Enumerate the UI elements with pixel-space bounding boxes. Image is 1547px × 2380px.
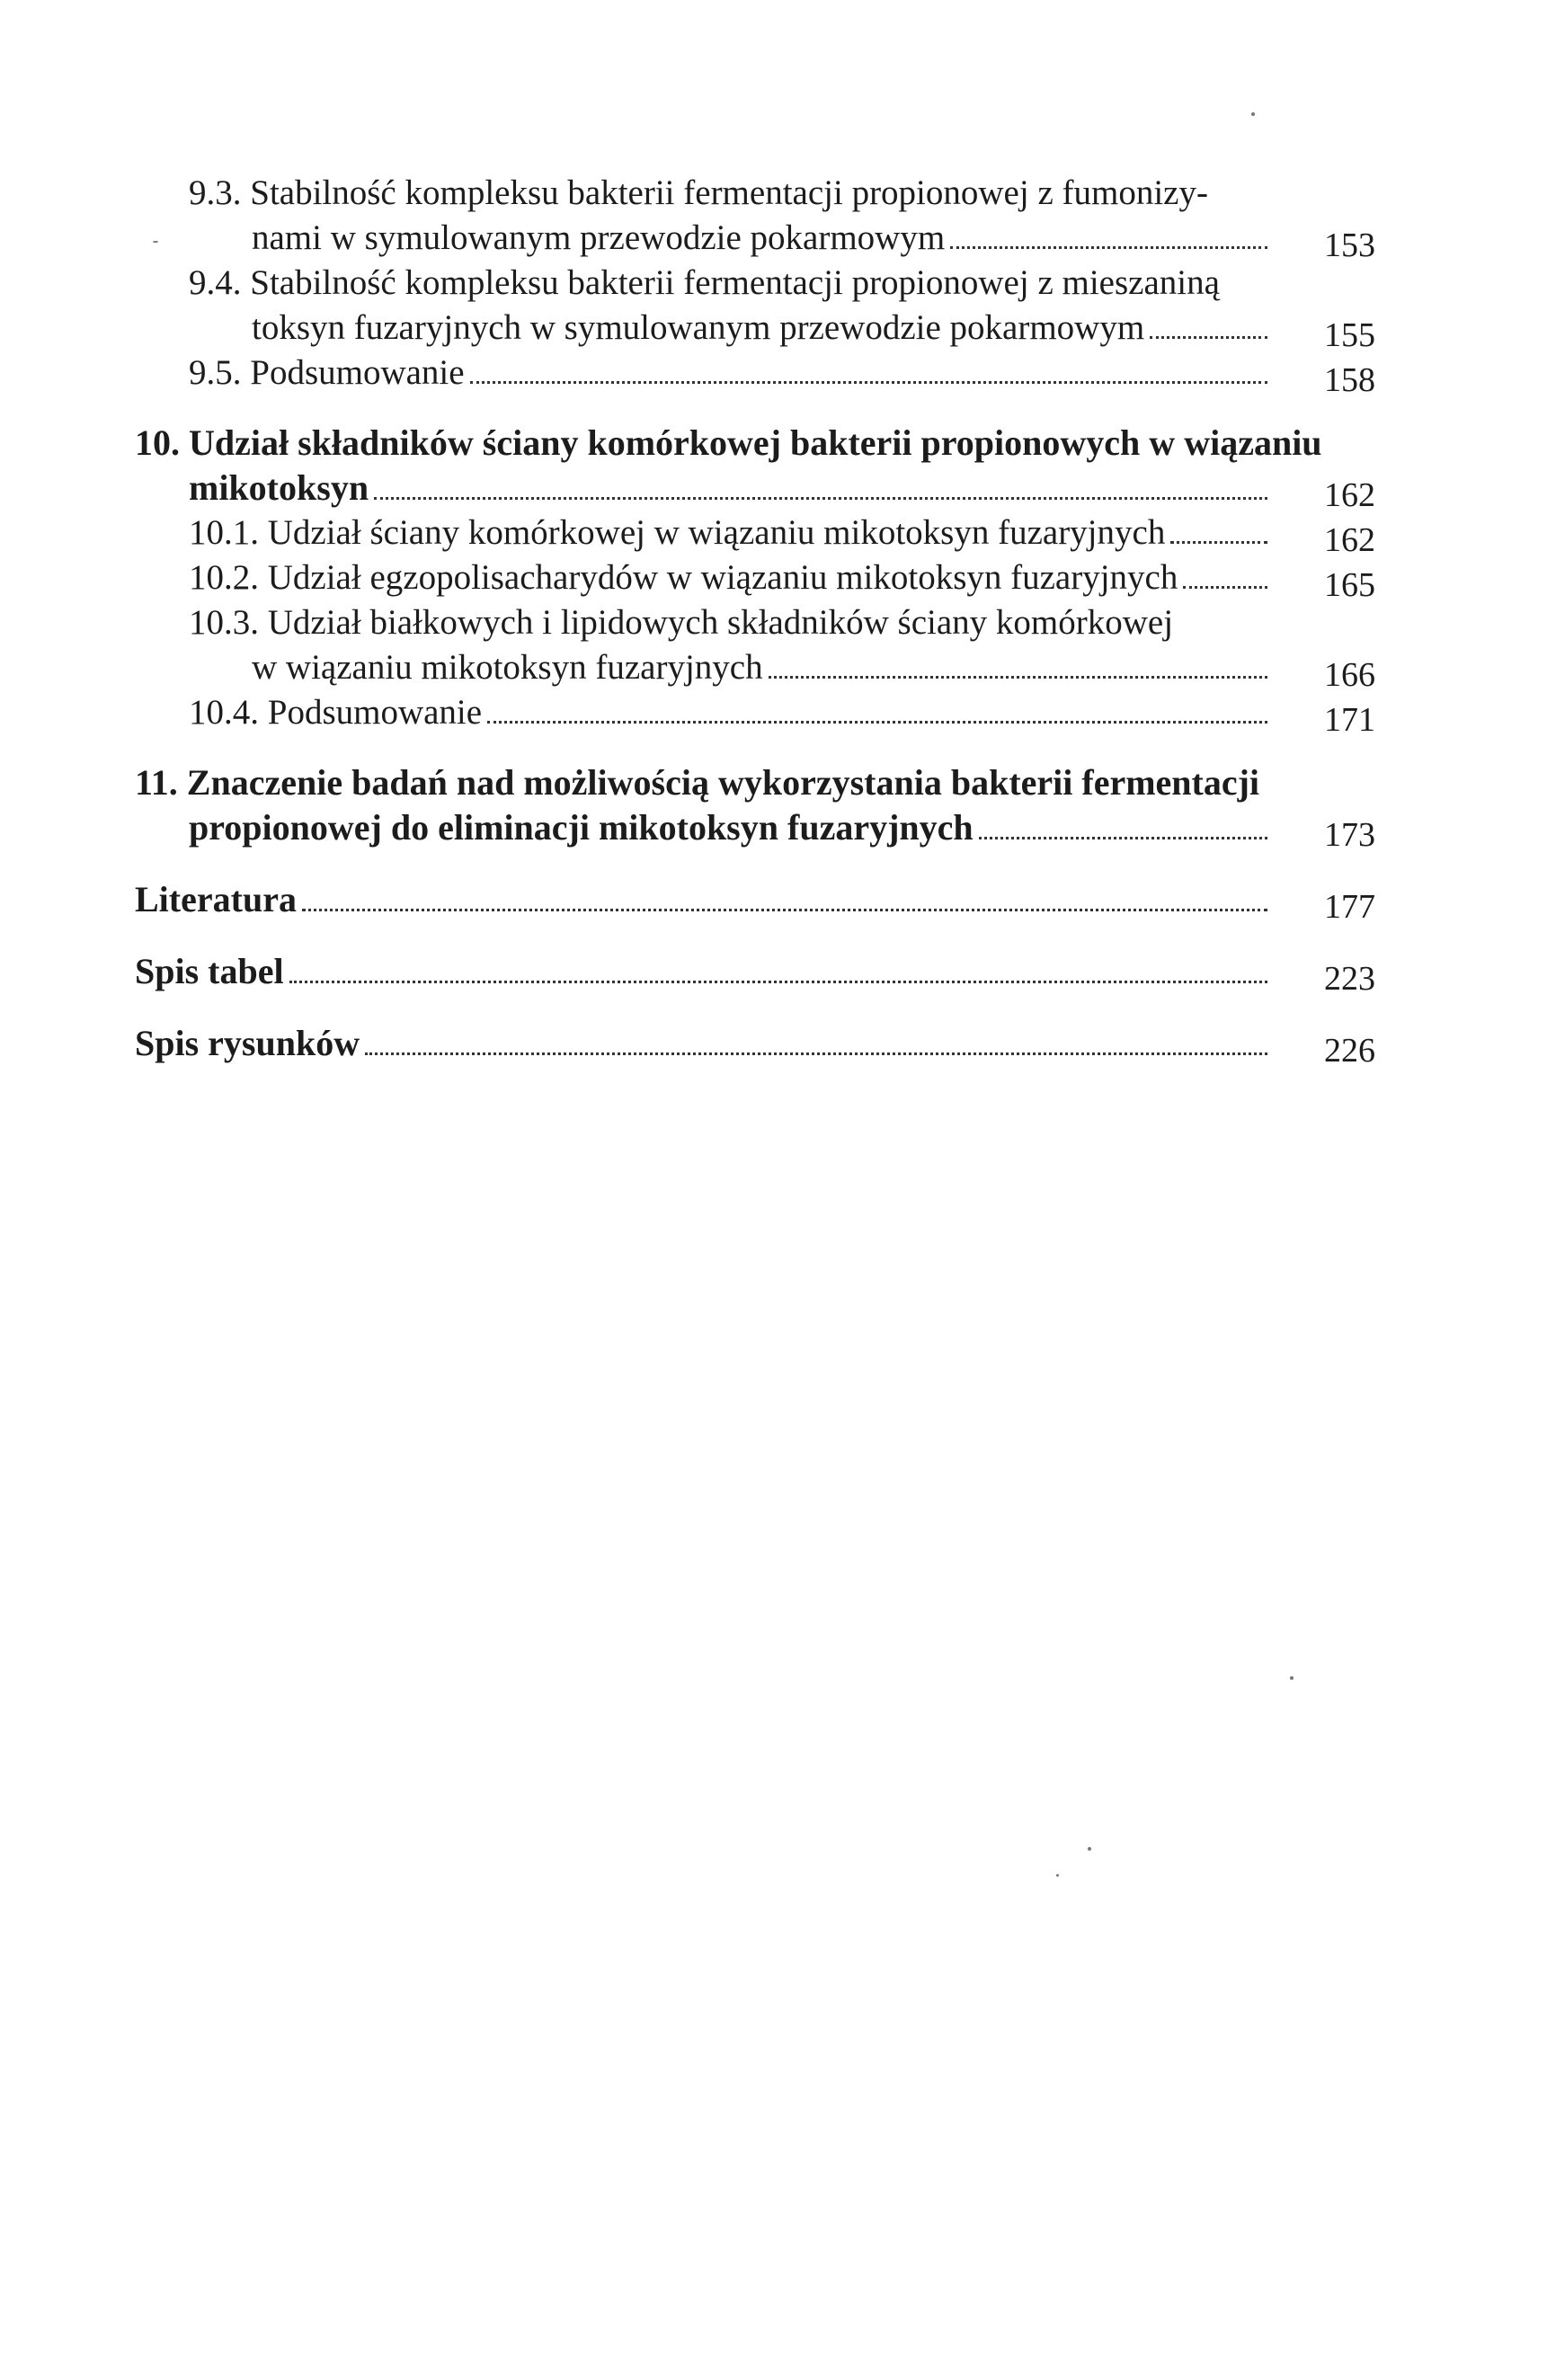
chapter-number: 10.: [135, 422, 180, 463]
chapter-title-line: Spis rysunków: [135, 1021, 365, 1066]
page-number: 162: [1324, 476, 1375, 514]
table-of-contents: [135, 171, 1375, 1070]
chapter-title-line: Znaczenie badań nad możliwością wykorzystania bakterii fermentacji: [186, 762, 1260, 803]
entry-number: 9.4.: [189, 263, 242, 302]
entry-title-line: Podsumowanie: [250, 353, 465, 392]
toc-entry-10-2: [135, 555, 1375, 604]
dot-leader: [1170, 541, 1267, 544]
toc-entry-10-3: [135, 600, 1375, 694]
page-number: 165: [1324, 566, 1375, 604]
entry-title-line: w wiązaniu mikotoksyn fuzaryjnych: [252, 645, 769, 690]
entry-number: 10.1.: [189, 513, 259, 552]
entry-number: 10.2.: [189, 558, 259, 597]
toc-entry-9-5: [135, 351, 1375, 399]
dot-leader: [1150, 336, 1267, 339]
page-number: 166: [1324, 656, 1375, 694]
toc-entry-10-4: [135, 690, 1375, 739]
dot-leader: [365, 1052, 1267, 1055]
toc-entry-spis-tabel: [135, 949, 1375, 998]
entry-title-line: toksyn fuzaryjnych w symulowanym przewodzie pokarmowym: [252, 306, 1150, 351]
dot-leader: [1183, 586, 1267, 589]
toc-entry-9-4: [135, 261, 1375, 354]
dot-leader: [950, 246, 1267, 249]
dot-leader: [487, 721, 1267, 724]
toc-entry-literatura: [135, 877, 1375, 926]
toc-entry-9-3: [135, 171, 1375, 264]
scan-speck: [153, 241, 158, 243]
page-number: 177: [1324, 888, 1375, 926]
toc-entry-spis-rysunkow: [135, 1021, 1375, 1070]
entry-title-line: Podsumowanie: [267, 693, 483, 732]
dot-leader: [769, 676, 1267, 679]
chapter-title-line: Udział składników ściany komórkowej bakterii propionowych w wiązaniu: [189, 422, 1322, 463]
toc-chapter-11: [135, 760, 1375, 854]
entry-number: 9.3.: [189, 173, 242, 212]
entry-number: 10.3.: [189, 603, 259, 642]
chapter-title-line: propionowej do eliminacji mikotoksyn fuzaryjnych: [189, 805, 979, 850]
page-number: 171: [1324, 701, 1375, 739]
dot-leader: [302, 909, 1267, 911]
scan-speck: [1290, 1676, 1294, 1680]
page-number: 223: [1324, 960, 1375, 998]
chapter-title-line: mikotoksyn: [189, 466, 374, 511]
page-number: 162: [1324, 521, 1375, 559]
toc-entry-10-1: [135, 511, 1375, 559]
scan-speck: [1251, 112, 1255, 116]
dot-leader: [979, 837, 1267, 839]
scan-speck: [1056, 1874, 1059, 1877]
page-number: 155: [1324, 316, 1375, 354]
entry-title-line: nami w symulowanym przewodzie pokarmowym: [252, 216, 950, 261]
entry-title-line: Stabilność kompleksu bakterii fermentacji propionowej z fumonizy-: [250, 173, 1208, 212]
dot-leader: [374, 497, 1267, 500]
toc-chapter-10: [135, 421, 1375, 514]
dot-leader: [470, 381, 1267, 384]
entry-number: 10.4.: [189, 693, 259, 732]
page-number: 226: [1324, 1032, 1375, 1070]
page-number: 153: [1324, 226, 1375, 264]
entry-number: 9.5.: [189, 353, 242, 392]
entry-title-line: Udział białkowych i lipidowych składników ściany komórkowej: [267, 603, 1174, 642]
dot-leader: [289, 981, 1267, 983]
chapter-title-line: Literatura: [135, 877, 302, 922]
chapter-number: 11.: [135, 762, 178, 803]
page-number: 173: [1324, 816, 1375, 854]
page-number: 158: [1324, 361, 1375, 399]
chapter-title-line: Spis tabel: [135, 949, 289, 994]
entry-title-line: Stabilność kompleksu bakterii fermentacji propionowej z mieszaniną: [250, 263, 1220, 302]
entry-title-line: Udział ściany komórkowej w wiązaniu mikotoksyn fuzaryjnych: [267, 513, 1166, 552]
scan-speck: [1088, 1847, 1091, 1851]
entry-title-line: Udział egzopolisacharydów w wiązaniu mikotoksyn fuzaryjnych: [267, 558, 1178, 597]
